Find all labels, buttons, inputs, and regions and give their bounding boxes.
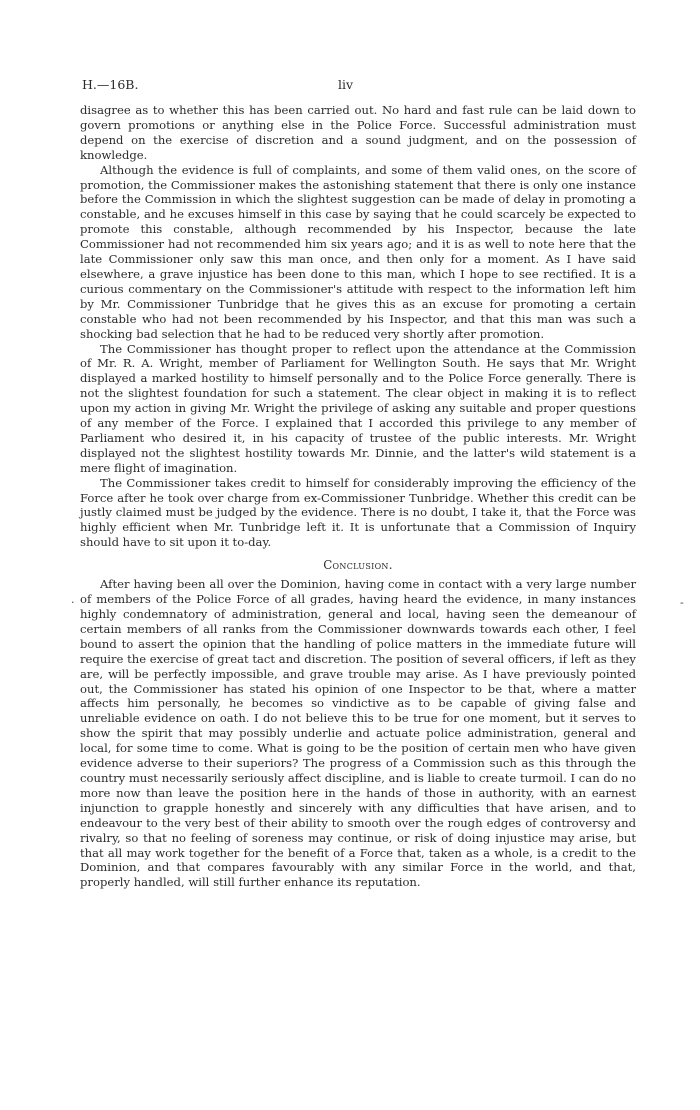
page-number: liv (338, 77, 354, 92)
paragraph-continued: disagree as to whether this has been carried out. No hard and fast rule can be laid down to govern promotions or anything else in the Police Force. Successful administration must depend on the exercise of discretion and a sound judgment, and on the possession of knowledge. (80, 103, 636, 162)
paragraph-promotion: Although the evidence is full of complaints, and some of them valid ones, on the score of promotion, the Commissioner makes the astonishing statement that there is only one instance before the Commission in which the slightest suggestion can be made of delay in promoting a constable, and he excuses himself in this case by saying that he could scarcely be expected to promote this constable, although recommended by his Inspector, because the late Commissioner had not recommended him six years ago; and it is as well to note here that the late Commissioner only saw this man once, and then only for a moment. As I have said elsewhere, a grave injustice has been done to this man, which I hope to see rectified. It is a curious commentary on the Commissioner's attitude with respect to the information left him by Mr. Commissioner Tunbridge that he gives this as an excuse for promoting a certain constable who had not been recommended by his Inspector, and that this man was such a shocking bad selection that he had to be reduced very shortly after promotion. (80, 162, 636, 341)
document-body (80, 103, 636, 890)
paragraph-conclusion: After having been all over the Dominion, having come in contact with a very large number of members of the Police Force of all grades, having heard the evidence, in many instances highly condemnatory of administration, general and local, having seen the demeanour of certain members of all ranks from the Commissioner downwards towards each other, I feel bound to assert the opinion that the handling of police matters in the immediate future will require the exercise of great tact and discretion. The position of several officers, if left as they are, will be perfectly impossible, and grave trouble may arise. As I have previously pointed out, the Commissioner has stated his opinion of one Inspector to be that, where a matter affects him personally, he becomes so vindictive as to be capable of giving false and unreliable evidence on oath. I do not believe this to be true for one moment, but it serves to show the spirit that may possibly underlie and actuate police administration, general and local, for some time to come. What is going to be the position of certain men who have given evidence adverse to their superiors? The progress of a Commission such as this through the country must necessarily seriously affect discipline, and is liable to create turmoil. I can do no more now than leave the position here in the hands of those in authority, with an earnest injunction to grapple honestly and sincerely with any difficulties that have arisen, and to endeavour to the very best of their ability to smooth over the rough edges of controversy and rivalry, so that no feeling of soreness may continue, or risk of doing injustice may arise, but that all may work together for the benefit of a Force that, taken as a whole, is a credit to the Dominion, and that compares favourably with any similar Force in the world, and that, properly handled, will still further enhance its reputation. (80, 577, 636, 890)
page-header (80, 65, 640, 92)
margin-mark-right: - (680, 596, 684, 609)
paragraph-wright: The Commissioner has thought proper to reflect upon the attendance at the Commission of Mr. R. A. Wright, member of Parliament for Wellington South. He says that Mr. Wright displayed a marked hostility to himself personally and to the Police Force generally. There is not the slightest foundation for such a statement. The clear object in making it is to reflect upon my action in giving Mr. Wright the privilege of asking any suitable and proper questions of any member of the Force. I explained that I accorded this privilege to any member of Parliament who desired it, in his capacity of trustee of the public interests. Mr. Wright displayed not the slightest hostility towards Mr. Dinnie, and the latter's wild statement is a mere flight of imagination. (80, 341, 636, 475)
section-heading-conclusion: Conclusion. (323, 558, 393, 573)
document-reference: H.—16B. (82, 77, 139, 92)
paragraph-efficiency: The Commissioner takes credit to himself for considerably improving the efficiency of the Force after he took over charge from ex-Commissioner Tunbridge. Whether this credit can be justly claimed must be judged by the evidence. There is no doubt, I take it, that the Force was highly efficient when Mr. Tunbridge left it. It is unfortunate that a Commission of Inquiry should have to sit upon it to-day. (80, 475, 636, 550)
margin-mark-left: · (71, 596, 75, 609)
